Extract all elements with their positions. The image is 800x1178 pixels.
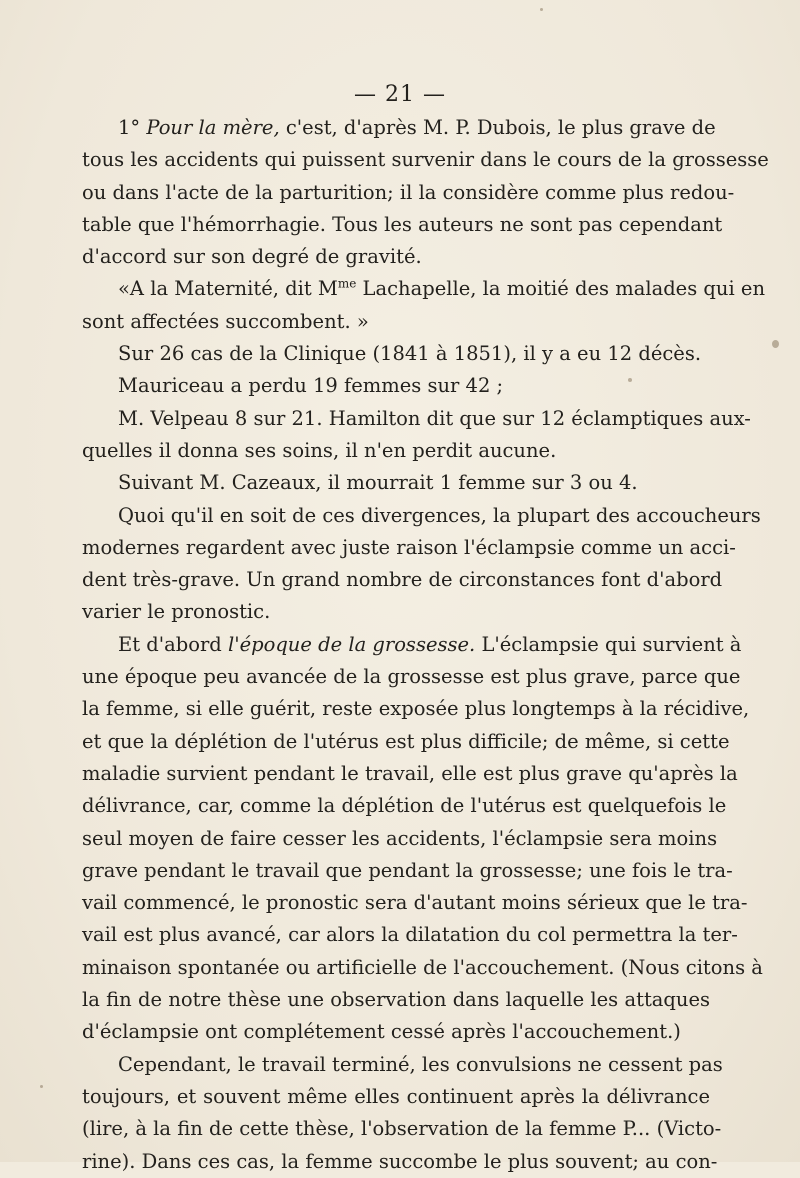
text-segment: sont affectées succombent. » xyxy=(82,309,369,333)
text-segment: Cependant, le travail terminé, les convulsions ne cessent pas xyxy=(118,1052,723,1076)
text-line xyxy=(82,1016,710,1048)
text-segment: Mauriceau a perdu 19 femmes sur 42 ; xyxy=(118,374,504,398)
text-line xyxy=(82,112,716,144)
text-segment: d'accord sur son degré de gravité. xyxy=(82,245,422,269)
body-text xyxy=(82,112,769,1178)
text-line xyxy=(82,952,763,984)
paper-speck xyxy=(772,340,779,348)
text-segment: la fin de notre thèse une observation dans laquelle les attaques xyxy=(82,988,710,1012)
text-segment: seul moyen de faire cesser les accidents, l'éclampsie sera moins xyxy=(82,826,718,850)
text-line xyxy=(82,532,736,564)
text-segment: (lire, à la fin de cette thèse, l'observation de la femme P... (Victo- xyxy=(82,1117,722,1141)
italic-text: l'époque de la grossesse. xyxy=(227,632,476,656)
text-segment: minaison spontanée ou artificielle de l'accouchement. (Nous citons à xyxy=(82,955,763,979)
text-line xyxy=(82,564,723,596)
text-segment: dent très-grave. Un grand nombre de circonstances font d'abord xyxy=(82,568,723,592)
text-segment: «A la Maternité, dit M xyxy=(118,277,338,301)
text-segment: une époque peu avancée de la grossesse est plus grave, parce que xyxy=(82,665,741,689)
text-line xyxy=(82,887,748,919)
text-segment: toujours, et souvent même elles continuent après la délivrance xyxy=(82,1084,710,1108)
text-line xyxy=(82,629,742,661)
superscript-text: me xyxy=(337,276,357,291)
text-line xyxy=(82,177,735,209)
text-segment: vail commencé, le pronostic sera d'autant moins sérieux que le tra- xyxy=(82,891,748,915)
text-line xyxy=(82,144,769,176)
text-line xyxy=(82,693,750,725)
text-line xyxy=(82,1113,722,1145)
text-segment: Quoi qu'il en soit de ces divergences, la plupart des accoucheurs xyxy=(118,503,761,527)
text-segment: Sur 26 cas de la Clinique (1841 à 1851), il y a eu 12 décès. xyxy=(118,342,702,366)
text-line xyxy=(82,435,710,467)
text-line xyxy=(82,758,738,790)
text-segment: c'est, d'après M. P. Dubois, le plus grave de xyxy=(279,116,716,139)
text-line xyxy=(82,403,751,435)
text-line xyxy=(82,984,710,1016)
text-line xyxy=(82,596,710,628)
text-line xyxy=(82,661,741,693)
text-segment: ou dans l'acte de la parturition; il la considère comme plus redou- xyxy=(82,180,735,204)
text-line xyxy=(82,241,710,273)
text-segment: modernes regardent avec juste raison l'éclampsie comme un acci- xyxy=(82,535,736,559)
text-line xyxy=(82,790,727,822)
italic-text: Pour la mère, xyxy=(146,116,280,139)
text-segment: maladie survient pendant le travail, elle est plus grave qu'après la xyxy=(82,761,738,785)
text-segment: la femme, si elle guérit, reste exposée plus longtemps à la récidive, xyxy=(82,697,750,721)
text-segment: L'éclampsie qui survient à xyxy=(475,632,742,656)
text-line xyxy=(82,467,710,499)
text-line xyxy=(82,919,738,951)
text-line xyxy=(82,273,766,305)
text-segment: 1° xyxy=(118,116,147,139)
text-segment: Lachapelle, la moitié des malades qui en xyxy=(356,277,766,301)
text-segment: rine). Dans ces cas, la femme succombe le plus souvent; au con- xyxy=(82,1149,718,1173)
text-line xyxy=(82,726,730,758)
paper-speck xyxy=(40,1085,43,1088)
paper-speck xyxy=(540,8,543,11)
text-segment: varier le pronostic. xyxy=(82,600,271,624)
text-line xyxy=(82,855,733,887)
text-line xyxy=(82,338,710,370)
text-segment: Et d'abord xyxy=(118,632,228,656)
text-segment: vail est plus avancé, car alors la dilatation du col permettra la ter- xyxy=(82,923,738,947)
text-line xyxy=(82,306,710,338)
text-segment: délivrance, car, comme la déplétion de l'utérus est quelquefois le xyxy=(82,794,727,818)
text-segment: grave pendant le travail que pendant la grossesse; une fois le tra- xyxy=(82,858,733,882)
page-number: — 21 — xyxy=(354,82,446,107)
text-line xyxy=(82,1081,710,1113)
text-segment: table que l'hémorrhagie. Tous les auteurs ne sont pas cependant xyxy=(82,212,723,236)
text-segment: d'éclampsie ont complétement cessé après l'accouchement.) xyxy=(82,1020,681,1044)
text-segment: et que la déplétion de l'utérus est plus difficile; de même, si cette xyxy=(82,729,730,753)
text-segment: M. Velpeau 8 sur 21. Hamilton dit que sur 12 éclamptiques aux- xyxy=(118,406,751,430)
text-segment: Suivant M. Cazeaux, il mourrait 1 femme sur 3 ou 4. xyxy=(118,471,638,495)
text-line xyxy=(82,370,710,402)
text-line xyxy=(82,1049,723,1081)
paper-speck xyxy=(628,378,632,382)
text-segment: tous les accidents qui puissent survenir dans le cours de la grossesse xyxy=(82,148,769,172)
text-line xyxy=(82,823,718,855)
text-line xyxy=(82,500,761,532)
text-segment: quelles il donna ses soins, il n'en perdit aucune. xyxy=(82,438,557,462)
text-line xyxy=(82,209,723,241)
